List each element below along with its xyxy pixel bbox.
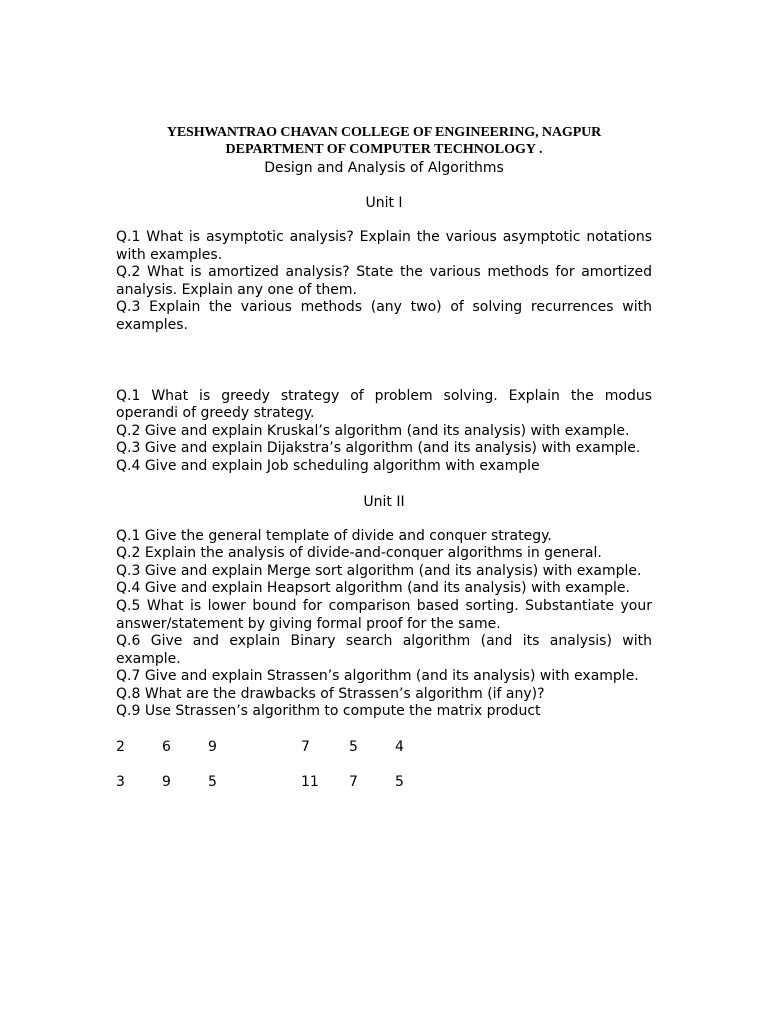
matrix-cell: 11 xyxy=(301,774,319,791)
matrix-cell: 9 xyxy=(162,774,171,791)
document-content xyxy=(116,124,652,791)
department-name: DEPARTMENT OF COMPUTER TECHNOLOGY . xyxy=(225,142,543,157)
question-item: Q.6 Give and explain Binary search algorithm (and its analysis) with example. xyxy=(116,633,652,667)
unit-1-heading: Unit I xyxy=(365,195,403,211)
question-item: Q.7 Give and explain Strassen’s algorithm (and its analysis) with example. xyxy=(116,668,639,685)
question-item: Q.3 Give and explain Dijakstra’s algorithm (and its analysis) with example. xyxy=(116,440,641,457)
matrix-cell: 9 xyxy=(208,739,217,756)
subject-title: Design and Analysis of Algorithms xyxy=(264,160,504,176)
matrix-cell: 5 xyxy=(208,774,217,791)
unit-2-heading: Unit II xyxy=(363,493,405,510)
question-item: Q.2 Explain the analysis of divide-and-conquer algorithms in general. xyxy=(116,545,602,562)
matrix-row xyxy=(116,773,652,791)
college-name: YESHWANTRAO CHAVAN COLLEGE OF ENGINEERING, NAGPUR xyxy=(166,125,602,140)
matrix-cell: 7 xyxy=(301,739,310,756)
question-item: Q.3 Explain the various methods (any two) of solving recurrences with examples. xyxy=(116,299,652,333)
matrix-cell: 5 xyxy=(349,739,358,756)
matrix-row xyxy=(116,738,652,756)
question-item: Q.2 Give and explain Kruskal’s algorithm (and its analysis) with example. xyxy=(116,422,630,439)
question-item: Q.2 What is amortized analysis? State the various methods for amortized analysis. Explain any one of them. xyxy=(116,264,652,298)
greedy-question-list xyxy=(116,388,652,476)
question-item: Q.1 What is greedy strategy of problem solving. Explain the modus operandi of greedy strategy. xyxy=(116,387,652,422)
matrix-values xyxy=(116,738,652,791)
matrix-cell: 7 xyxy=(349,774,358,791)
question-item: Q.9 Use Strassen’s algorithm to compute the matrix product xyxy=(116,703,541,720)
matrix-cell: 5 xyxy=(395,774,404,791)
question-item: Q.4 Give and explain Heapsort algorithm (and its analysis) with example. xyxy=(116,580,630,597)
matrix-cell: 4 xyxy=(395,739,404,756)
matrix-cell: 2 xyxy=(116,739,125,756)
question-item: Q.4 Give and explain Job scheduling algorithm with example xyxy=(116,457,540,474)
question-item: Q.1 Give the general template of divide and conquer strategy. xyxy=(116,527,552,544)
question-item: Q.5 What is lower bound for comparison based sorting. Substantiate your answer/statement by giving formal proof for the same. xyxy=(116,597,652,632)
question-item: Q.1 What is asymptotic analysis? Explain the various asymptotic notations with examples. xyxy=(116,229,652,263)
matrix-cell: 3 xyxy=(116,774,125,791)
unit-2-question-list xyxy=(116,528,652,722)
unit-1-question-list xyxy=(116,229,652,335)
matrix-cell: 6 xyxy=(162,739,171,756)
question-item: Q.3 Give and explain Merge sort algorithm (and its analysis) with example. xyxy=(116,562,642,579)
question-item: Q.8 What are the drawbacks of Strassen’s algorithm (if any)? xyxy=(116,685,545,702)
